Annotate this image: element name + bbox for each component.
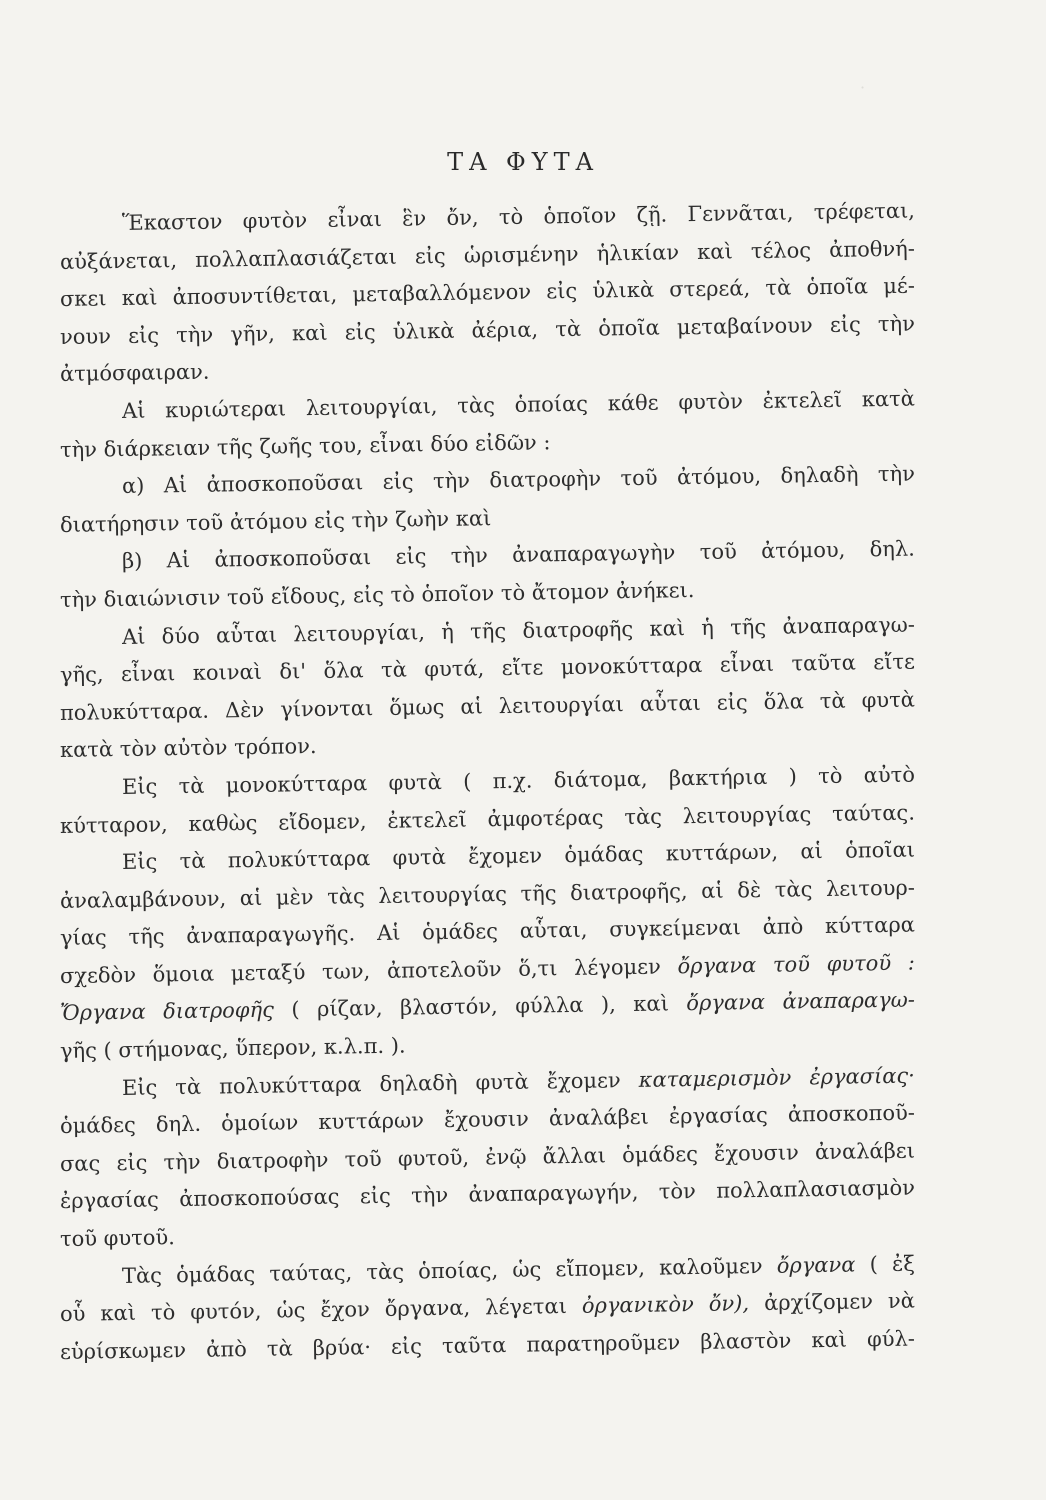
text-line: τοῦ φυτοῦ.: [59, 1225, 176, 1252]
text-run: Τὰς ὁμάδας ταύτας, τὰς ὁποίας, ὡς εἴπομεν, καλοῦμεν: [121, 1253, 763, 1288]
text-line: Εἰς τὰ μονοκύτταρα φυτὰ ( π.χ. διάτομα, βακτήρια ) τὸ αὐτὸ: [121, 762, 916, 799]
text-line: ὁμάδες δηλ. ὁμοίων κυττάρων ἔχουσιν ἀναλάβει ἐργασίας ἀποσκοποῦ-: [59, 1100, 916, 1139]
chapter-title: ΤΑ ΦΥΤΑ: [447, 148, 599, 176]
text-line: Ἕκαστον φυτὸν εἶναι ἓν ὄν, τὸ ὁποῖον ζῇ. Γεννᾶται, τρέφεται,: [121, 198, 916, 236]
text-run: ἀρχίζομεν νὰ: [763, 1288, 916, 1316]
italic-term: ὄργανα: [776, 1252, 856, 1278]
text-line: ἐργασίας ἀποσκοπούσας εἰς τὴν ἀναπαραγωγήν, τὸν πολλαπλασιασμὸν: [59, 1176, 916, 1214]
body-text: [59, 198, 916, 1371]
text-line: σκει καὶ ἀποσυντίθεται, μεταβαλλόμενον εἰς ὑλικὰ στερεά, τὰ ὁποῖα μέ-: [59, 273, 916, 312]
text-line: τὴν διαιώνισιν τοῦ εἴδους, εἰς τὸ ὁποῖον τὸ ἄτομον ἀνήκει.: [59, 577, 695, 612]
text-line: Εἰς τὰ πολυκύτταρα φυτὰ ἔχομεν ὁμάδας κυττάρων, αἱ ὁποῖαι: [121, 837, 916, 875]
text-line: ἀναλαμβάνουν, αἱ μὲν τὰς λειτουργίας τῆς διατροφῆς, αἱ δὲ τὰς λειτουρ-: [59, 875, 916, 913]
italic-term: καταμερισμὸν ἐργασίας·: [638, 1063, 916, 1092]
text-line: τὴν διάρκειαν τῆς ζωῆς του, εἶναι δύο εἰδῶν :: [59, 429, 551, 462]
text-line: εὑρίσκωμεν ἀπὸ τὰ βρύα· εἰς ταῦτα παρατηροῦμεν βλαστὸν καὶ φύλ-: [59, 1326, 916, 1364]
text-line: κύτταρον, καθὼς εἴδομεν, ἐκτελεῖ ἀμφοτέρας τὰς λειτουργίας ταύτας.: [59, 800, 916, 838]
text-run: ( ρίζαν, βλαστόν, φύλλα ), καὶ: [291, 991, 670, 1022]
text-line: β) Αἱ ἀποσκοποῦσαι εἰς τὴν ἀναπαραγωγὴν τοῦ ἀτόμου, δηλ.: [121, 536, 916, 574]
italic-term: ὄργανα ἀναπαραγω-: [686, 988, 916, 1016]
italic-term: ὄργανα τοῦ φυτοῦ :: [677, 950, 916, 979]
text-line: γῆς ( στήμονας, ὕπερον, κ.λ.π. ).: [59, 1033, 406, 1064]
text-run: ( ἐξ: [869, 1251, 916, 1276]
italic-term: ὀργανικὸν ὄν),: [581, 1291, 750, 1319]
text-run: σχεδὸν ὅμοια μεταξύ των, ἀποτελοῦν ὅ,τι λέγομεν: [59, 954, 661, 988]
show-through-text: ·: [860, 78, 866, 97]
text-run: οὗ καὶ τὸ φυτόν, ὡς ἔχον ὄργανα, λέγεται: [59, 1294, 568, 1327]
text-line: αὐξάνεται, πολλαπλασιάζεται εἰς ὡρισμένην ἡλικίαν καὶ τέλος ἀποθνή-: [59, 236, 916, 274]
text-line: α) Αἱ ἀποσκοποῦσαι εἰς τὴν διατροφὴν τοῦ ἀτόμου, δηλαδὴ τὴν: [121, 461, 916, 499]
text-run: Εἰς τὰ πολυκύτταρα δηλαδὴ φυτὰ ἔχομεν: [121, 1067, 621, 1100]
italic-term: Ὄργανα διατροφῆς: [59, 998, 275, 1026]
text-line: γίας τῆς ἀναπαραγωγῆς. Αἱ ὁμάδες αὗται, συγκείμεναι ἀπὸ κύτταρα: [59, 912, 916, 951]
text-line: σας εἰς τὴν διατροφὴν τοῦ φυτοῦ, ἐνῷ ἄλλαι ὁμάδες ἔχουσιν ἀναλάβει: [59, 1138, 916, 1176]
text-line: πολυκύτταρα. Δὲν γίνονται ὅμως αἱ λειτουργίαι αὗται εἰς ὅλα τὰ φυτὰ: [59, 687, 916, 725]
text-line: διατήρησιν τοῦ ἀτόμου εἰς τὴν ζωὴν καὶ: [59, 505, 492, 537]
text-line: γῆς, εἶναι κοιναὶ δι' ὅλα τὰ φυτά, εἴτε μονοκύτταρα εἶναι ταῦτα εἴτε: [59, 649, 916, 688]
text-line: ἀτμόσφαιραν.: [59, 360, 210, 387]
text-line: νουν εἰς τὴν γῆν, καὶ εἰς ὑλικὰ ἀέρια, τὰ ὁποῖα μεταβαίνουν εἰς τὴν: [59, 311, 916, 349]
text-line: Αἱ δύο αὗται λειτουργίαι, ἡ τῆς διατροφῆς καὶ ἡ τῆς ἀναπαραγω-: [121, 612, 916, 649]
text-line: κατὰ τὸν αὐτὸν τρόπον.: [59, 734, 317, 763]
text-line: Αἱ κυριώτεραι λειτουργίαι, τὰς ὁποίας κάθε φυτὸν ἐκτελεῖ κατὰ: [121, 386, 916, 423]
